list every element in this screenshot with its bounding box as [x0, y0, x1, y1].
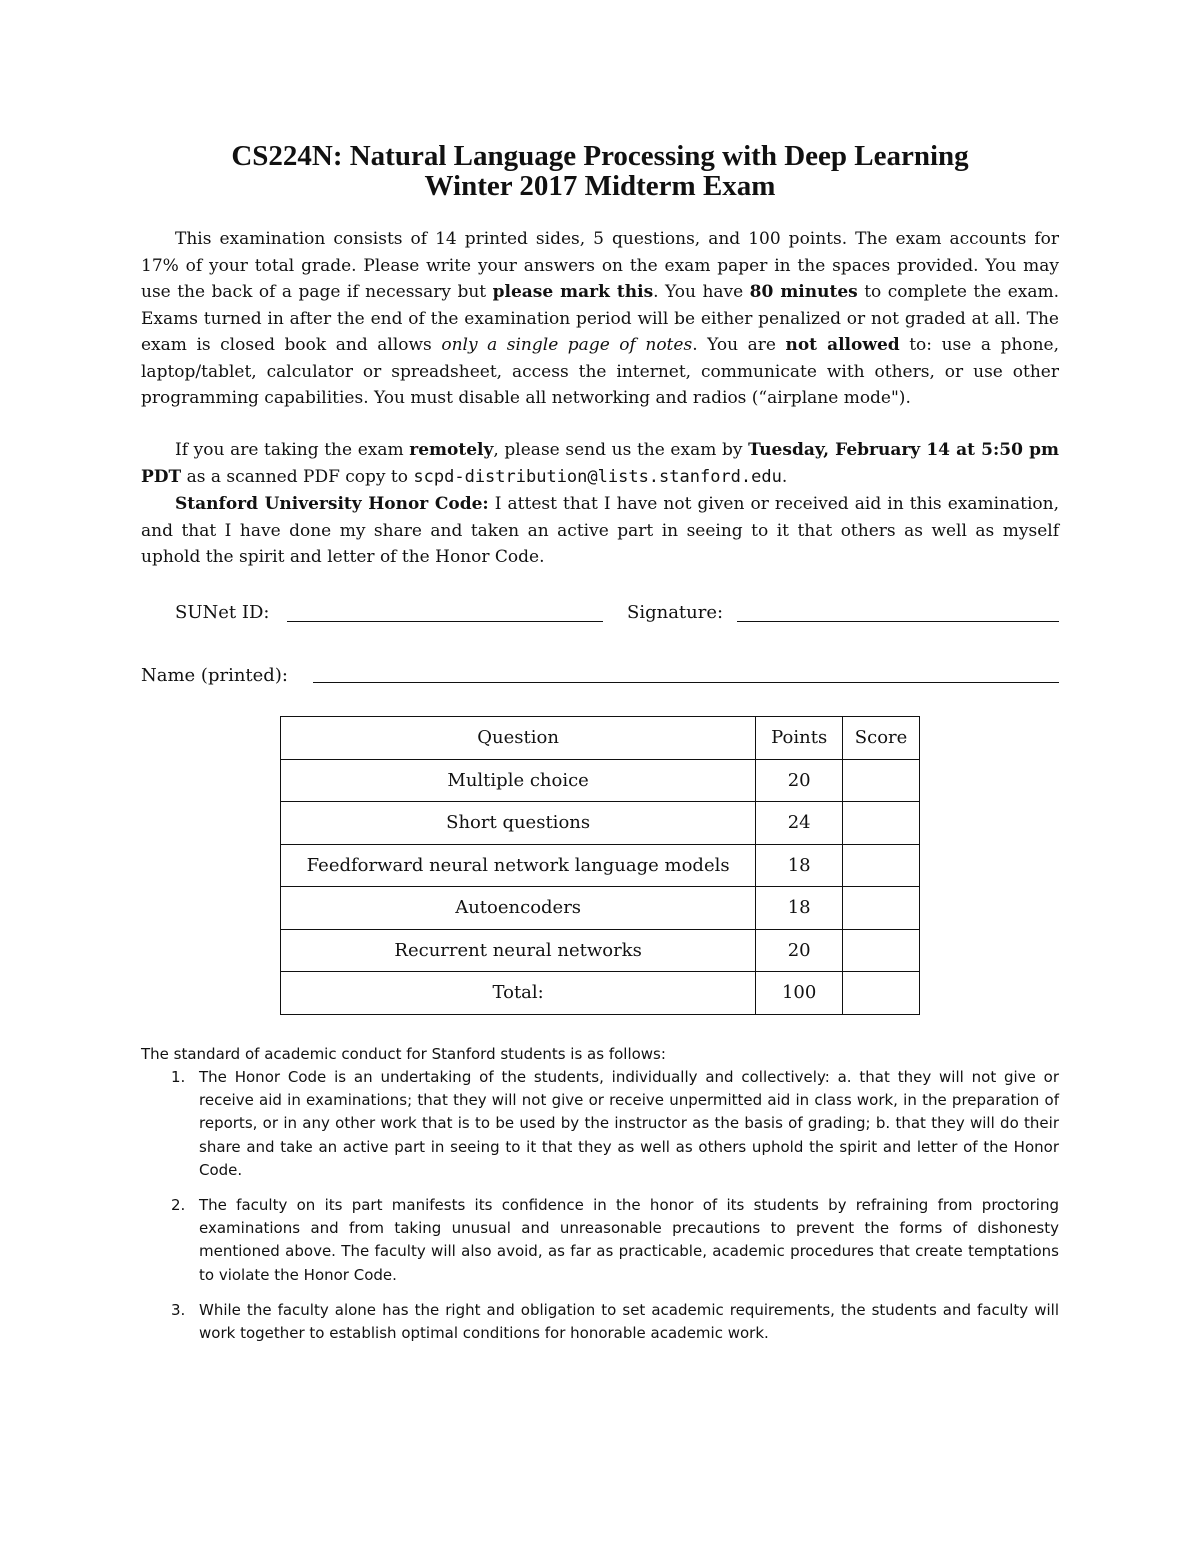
table-header-row: [281, 717, 920, 760]
instructions-text: . You have: [653, 282, 750, 302]
question-cell: Feedforward neural network language models: [281, 844, 756, 887]
points-cell: 18: [756, 844, 843, 887]
question-cell: Short questions: [281, 802, 756, 845]
question-cell: Multiple choice: [281, 759, 756, 802]
conduct-item-number: 2.: [171, 1196, 186, 1214]
remote-emphasis: remotely: [409, 440, 494, 460]
remote-deadline: Tuesday, February 14 at 5:50 pm PDT: [141, 440, 1059, 487]
exam-instructions: [141, 226, 1059, 412]
header-question: Question: [281, 717, 756, 760]
signature-field[interactable]: [737, 621, 1059, 622]
name-field[interactable]: [313, 682, 1059, 683]
instructions-emphasis: please mark this: [492, 282, 654, 302]
conduct-intro: The standard of academic conduct for Stanford students is as follows:: [141, 1045, 666, 1063]
total-row: [281, 972, 920, 1015]
conduct-item-number: 3.: [171, 1301, 186, 1319]
honor-code-statement: [141, 491, 1059, 571]
question-cell: Recurrent neural networks: [281, 929, 756, 972]
course-title: CS224N: Natural Language Processing with Deep Learning: [231, 140, 969, 172]
conduct-item-text: While the faculty alone has the right and obligation to set academic requirements, the students and faculty will work together to establish optimal conditions for honorable academic work.: [199, 1301, 1059, 1343]
score-cell[interactable]: [843, 759, 920, 802]
score-table: [280, 716, 920, 1015]
header-points: Points: [756, 717, 843, 760]
total-score-cell[interactable]: [843, 972, 920, 1015]
exam-title: Winter 2017 Midterm Exam: [424, 170, 776, 202]
table-row: [281, 887, 920, 930]
points-cell: 24: [756, 802, 843, 845]
signature-label: Signature:: [627, 602, 724, 623]
instructions-text: This examination consists of 14 printed sides, 5 questions, and 100 points. The exam accounts for 17% of your total grade. Please write your answers on the exam paper in the spaces provided. You may use the back of a page if necessary but: [141, 229, 1059, 302]
instructions-duration: 80 minutes: [749, 282, 858, 302]
table-row: [281, 759, 920, 802]
sunet-id-field[interactable]: [287, 621, 603, 622]
table-row: [281, 802, 920, 845]
total-points-cell: 100: [756, 972, 843, 1015]
remote-email: scpd-distribution@lists.stanford.edu: [413, 466, 782, 487]
remote-instructions: [141, 437, 1059, 490]
instructions-text: to: use a phone, laptop/tablet, calculator or spreadsheet, access the internet, communicate with others, or use other programming capabilities. You must disable all networking and radios (“airplane mode").: [141, 335, 1059, 408]
instructions-text: . You are: [692, 335, 786, 355]
remote-text: as a scanned PDF copy to: [181, 466, 414, 487]
conduct-item-number: 1.: [171, 1068, 186, 1086]
name-label: Name (printed):: [141, 665, 288, 686]
remote-text: If you are taking the exam: [175, 440, 410, 460]
honor-code-text: I attest that I have not given or received aid in this examination, and that I have done my share and taken an active part in seeing to it that others as well as myself uphold the spirit and letter of the Honor Code.: [141, 494, 1059, 567]
points-cell: 20: [756, 759, 843, 802]
question-cell: Autoencoders: [281, 887, 756, 930]
table-row: [281, 844, 920, 887]
instructions-text: to complete the exam. Exams turned in after the end of the examination period will be either penalized or not graded at all. The exam is closed book and allows: [141, 282, 1060, 355]
conduct-item-text: The Honor Code is an undertaking of the students, individually and collectively: a. that they will not give or receive aid in examinations; that they will not give or receive unpermitted aid in class work, in the preparation of reports, or in any other work that is to be used by the instructor as the basis of grading; b. that they will do their share and take an active part in seeing to it that they as well as others uphold the spirit and letter of the Honor Code.: [199, 1068, 1059, 1179]
score-cell[interactable]: [843, 844, 920, 887]
instructions-emphasis: not allowed: [785, 335, 900, 355]
points-cell: 18: [756, 887, 843, 930]
score-cell[interactable]: [843, 887, 920, 930]
remote-text: , please send us the exam by: [493, 440, 749, 460]
sunet-id-label: SUNet ID:: [175, 602, 270, 623]
header-score: Score: [843, 717, 920, 760]
score-cell[interactable]: [843, 929, 920, 972]
conduct-item-text: The faculty on its part manifests its confidence in the honor of its students by refraining from proctoring examinations and from taking unusual and unreasonable precautions to prevent the forms of dishonesty mentioned above. The faculty will also avoid, as far as practicable, academic procedures that create temptations to violate the Honor Code.: [199, 1196, 1059, 1284]
total-label-cell: Total:: [281, 972, 756, 1015]
score-cell[interactable]: [843, 802, 920, 845]
remote-text: .: [781, 466, 788, 487]
table-row: [281, 929, 920, 972]
points-cell: 20: [756, 929, 843, 972]
instructions-notes-allowance: only a single page of notes: [441, 335, 693, 355]
honor-code-heading: Stanford University Honor Code:: [175, 494, 489, 514]
